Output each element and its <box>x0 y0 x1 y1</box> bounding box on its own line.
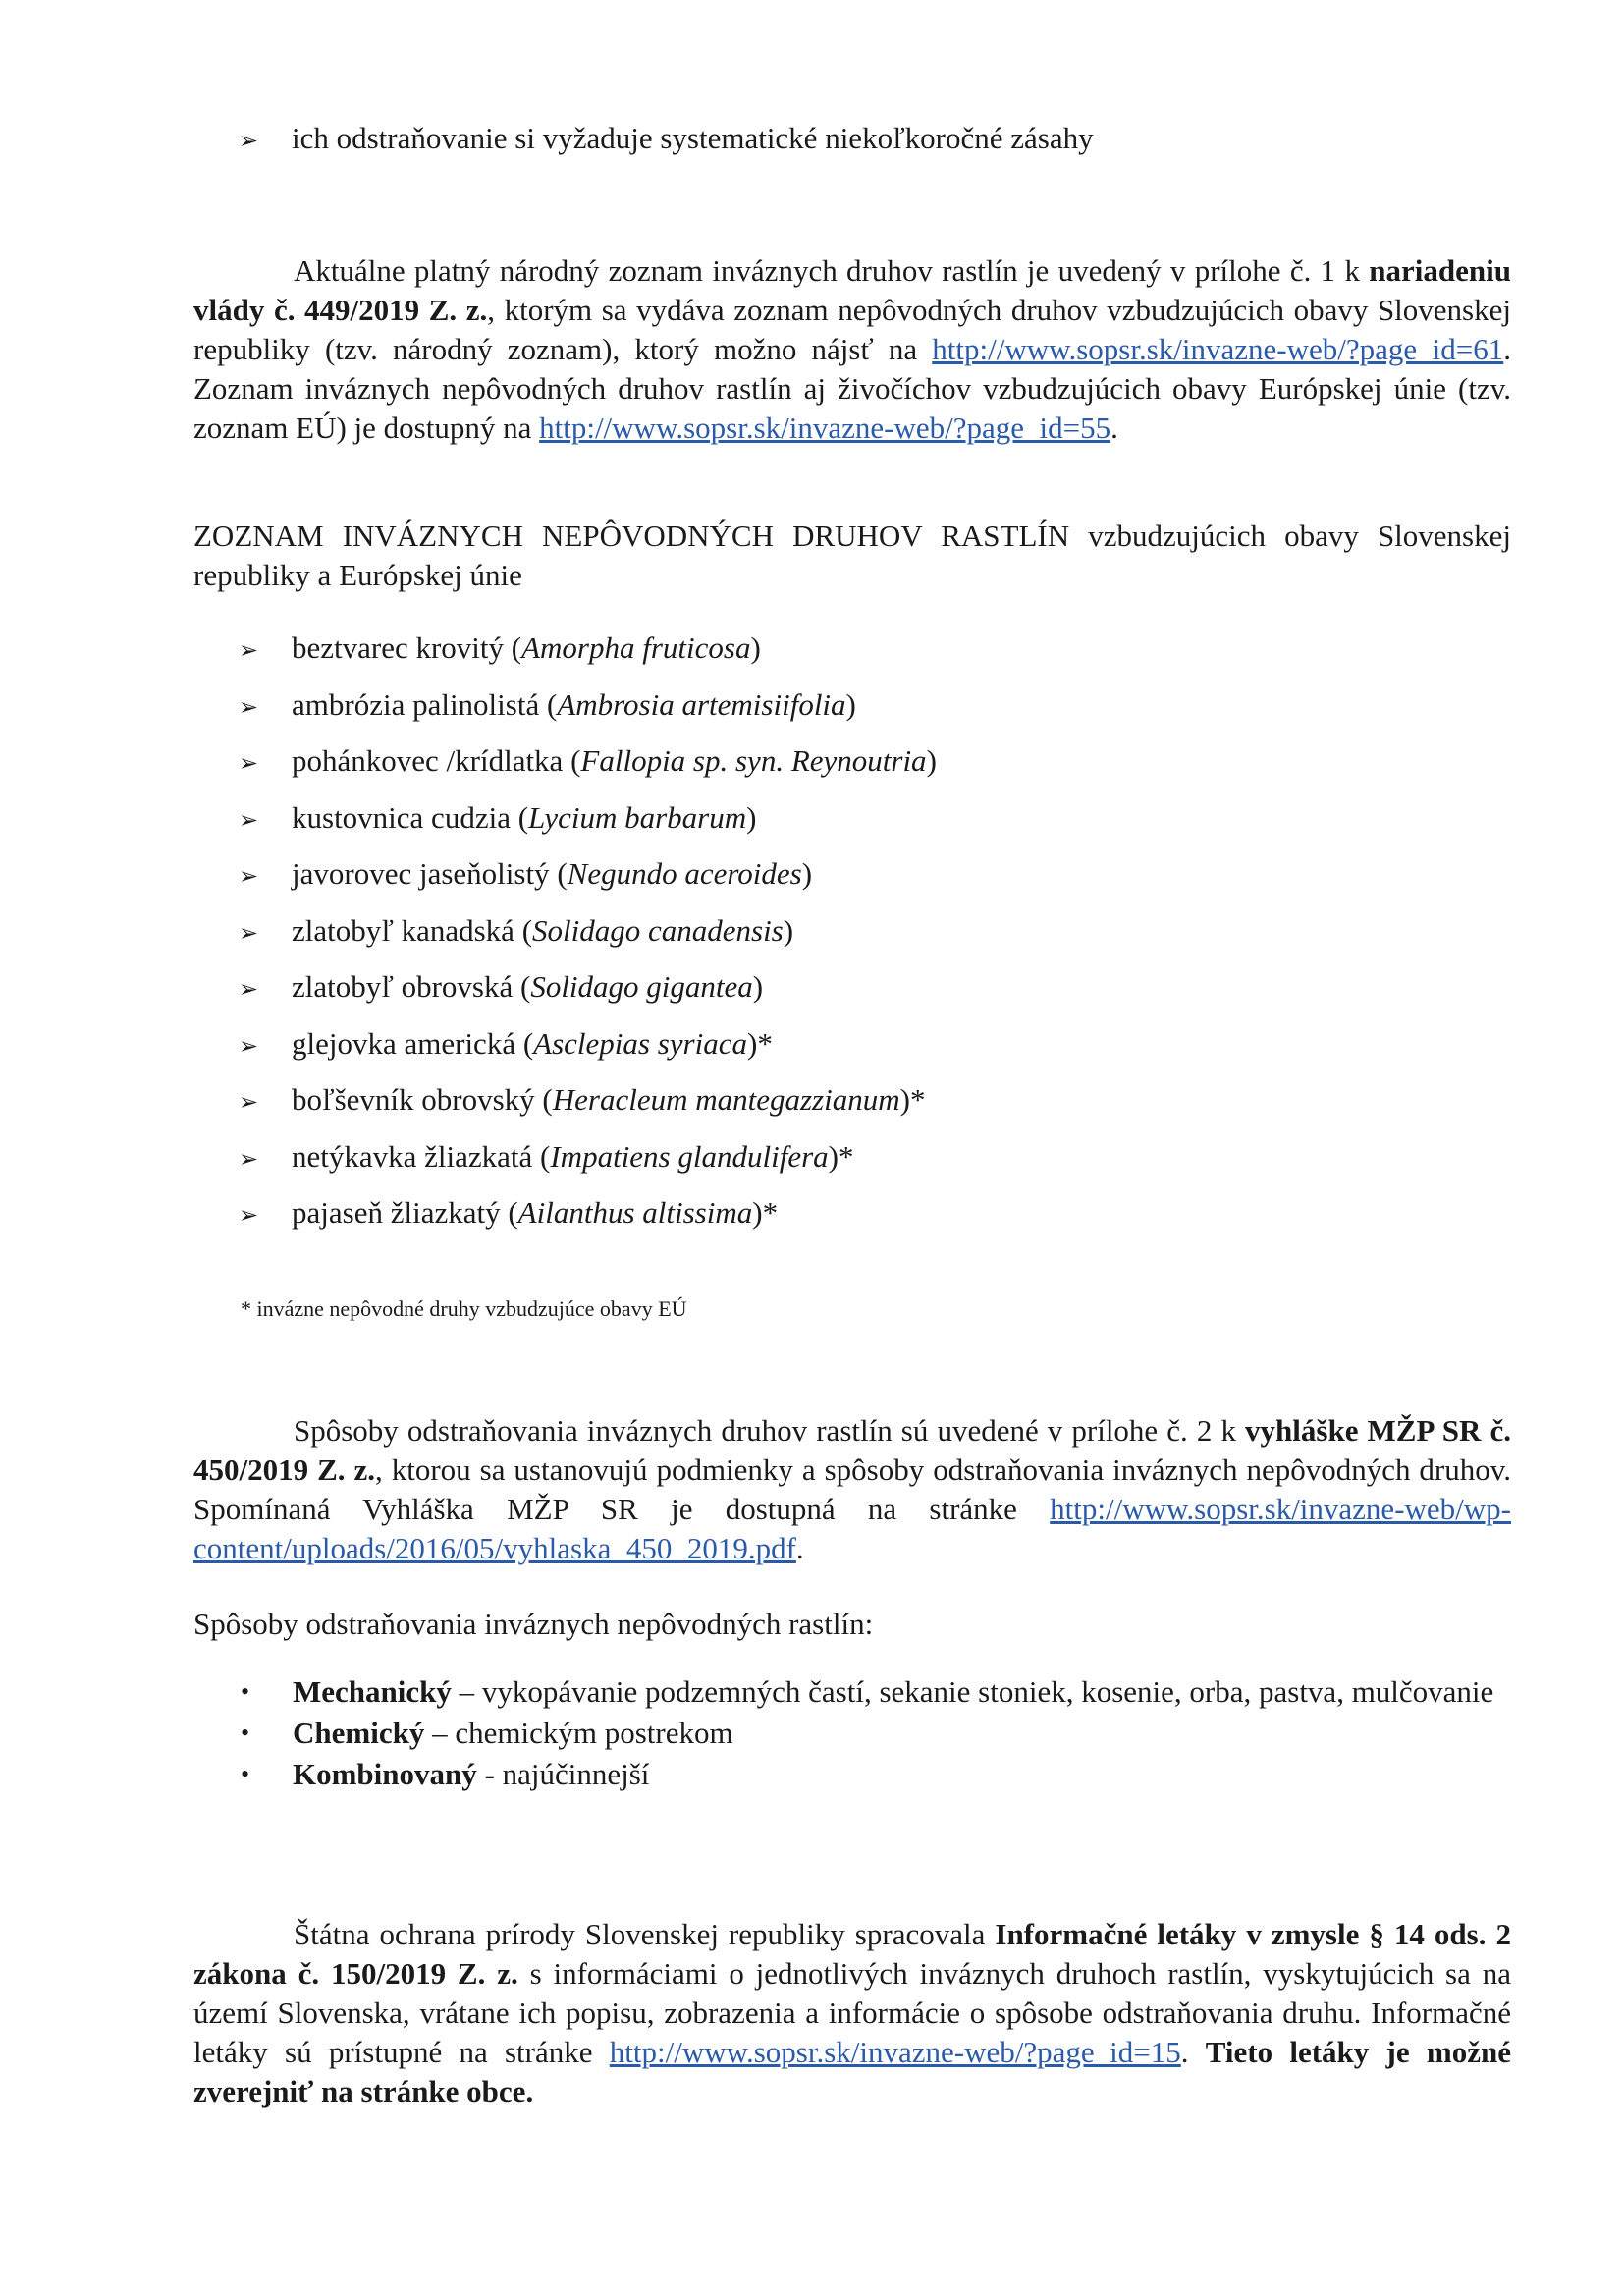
species-latin-name: Negundo aceroides <box>567 856 802 891</box>
arrow-icon: ➢ <box>239 1145 259 1173</box>
species-list-heading: ZOZNAM INVÁZNYCH NEPÔVODNÝCH DRUHOV RASTLÍN vzbudzujúcich obavy Slovenskej republiky a Európskej únie <box>193 519 1511 592</box>
bullet-icon: • <box>241 1719 250 1747</box>
arrow-icon: ➢ <box>239 636 259 664</box>
arrow-icon: ➢ <box>239 1032 259 1060</box>
species-latin-name: Impatiens glandulifera <box>550 1139 829 1174</box>
species-latin-name: Amorpha fruticosa <box>521 630 751 665</box>
leaflets-link[interactable]: http://www.sopsr.sk/invazne-web/?page_id=15 <box>609 2035 1181 2069</box>
arrow-icon: ➢ <box>239 1088 259 1116</box>
p1-text-2: , ktorým sa vydáva zoznam nepôvodných druhov vzbudzujúcich obavy Slovenskej republiky (tzv. národný zoznam), ktorý možno nájsť na <box>193 293 1511 366</box>
method-description: – chemickým postrekom <box>424 1716 733 1750</box>
species-item: ➢ pajaseň žliazkatý (Ailanthus altissima)* <box>239 1193 778 1232</box>
species-latin-name: Ailanthus altissima <box>517 1195 753 1230</box>
methods-list <box>241 1674 1511 1798</box>
leaflets-publish-note: Tieto letáky je možné zverejniť na stránke obce. <box>193 2035 1511 2108</box>
species-item: ➢ glejovka americká (Asclepias syriaca)* <box>239 1024 773 1064</box>
species-common-name: zlatobyľ obrovská <box>292 969 520 1004</box>
species-common-name: javorovec jaseňolistý <box>292 856 558 891</box>
eu-list-link[interactable]: http://www.sopsr.sk/invazne-web/?page_id=55 <box>539 410 1111 445</box>
arrow-icon: ➢ <box>239 806 259 834</box>
p1-text-1: Aktuálne platný národný zoznam inváznych druhov rastlín je uvedený v prílohe č. 1 k <box>294 253 1370 288</box>
species-item: ➢ netýkavka žliazkatá (Impatiens glandulifera)* <box>239 1137 853 1176</box>
method-name: Chemický <box>293 1716 425 1750</box>
p2-text-1: Spôsoby odstraňovania inváznych druhov rastlín sú uvedené v prílohe č. 2 k <box>294 1413 1246 1448</box>
arrow-icon: ➢ <box>239 1201 259 1229</box>
arrow-icon: ➢ <box>239 975 259 1003</box>
species-item: ➢ pohánkovec /krídlatka (Fallopia sp. syn. Reynoutria) <box>239 741 937 781</box>
leaflets-paragraph <box>193 1915 1511 2111</box>
species-common-name: beztvarec krovitý <box>292 630 512 665</box>
species-common-name: kustovnica cudzia <box>292 800 518 835</box>
species-latin-name: Ambrosia artemisiifolia <box>557 687 846 722</box>
eu-concern-mark: * <box>757 1026 773 1061</box>
species-item: ➢ ambrózia palinolistá (Ambrosia artemisiifolia) <box>239 685 856 725</box>
arrow-icon: ➢ <box>239 919 259 947</box>
method-item <box>241 1757 1511 1792</box>
species-common-name: zlatobyľ kanadská <box>292 913 522 948</box>
eu-concern-mark: * <box>838 1139 854 1174</box>
eu-concern-mark: * <box>762 1195 779 1230</box>
method-item <box>241 1674 1511 1710</box>
decree-pdf-link[interactable]: http://www.sopsr.sk/invazne-web/wp-content/uploads/2016/05/vyhlaska_450_2019.pdf <box>193 1492 1511 1565</box>
species-common-name: netýkavka žliazkatá <box>292 1139 541 1174</box>
national-list-link[interactable]: http://www.sopsr.sk/invazne-web/?page_id=61 <box>932 332 1504 366</box>
intro-bullet <box>239 119 1094 158</box>
method-name: Kombinovaný <box>293 1757 477 1791</box>
regulation-reference: nariadeniu vlády č. 449/2019 Z. z. <box>193 253 1511 327</box>
method-item <box>241 1716 1511 1751</box>
eu-concern-mark: * <box>909 1082 926 1117</box>
species-item: ➢ javorovec jaseňolistý (Negundo aceroides) <box>239 854 812 894</box>
species-latin-name: Solidago canadensis <box>532 913 784 948</box>
decree-reference: vyhláške MŽP SR č. 450/2019 Z. z. <box>193 1413 1511 1487</box>
removal-decree-paragraph <box>193 1411 1511 1568</box>
arrow-icon: ➢ <box>239 862 259 890</box>
p2-text-3: . <box>795 1531 804 1565</box>
method-description: – vykopávanie podzemných častí, sekanie stoniek, kosenie, orba, pastva, mulčovanie <box>451 1674 1494 1709</box>
species-item: ➢ zlatobyľ kanadská (Solidago canadensis) <box>239 911 793 951</box>
species-common-name: boľševník obrovský <box>292 1082 543 1117</box>
national-list-paragraph <box>193 251 1511 448</box>
method-name: Mechanický <box>293 1674 452 1709</box>
species-item: ➢ zlatobyľ obrovská (Solidago gigantea) <box>239 967 763 1007</box>
species-latin-name: Heracleum mantegazzianum <box>552 1082 900 1117</box>
species-item: ➢ kustovnica cudzia (Lycium barbarum) <box>239 798 756 838</box>
arrow-icon: ➢ <box>239 749 259 777</box>
species-common-name: pajaseň žliazkatý <box>292 1195 509 1230</box>
methods-heading: Spôsoby odstraňovania inváznych nepôvodných rastlín: <box>193 1607 874 1641</box>
intro-bullet-text: ich odstraňovanie si vyžaduje systematické niekoľkoročné zásahy <box>292 121 1094 155</box>
species-common-name: pohánkovec /krídlatka <box>292 743 571 778</box>
species-item: ➢ boľševník obrovský (Heracleum mantegazzianum)* <box>239 1080 925 1120</box>
species-latin-name: Solidago gigantea <box>530 969 753 1004</box>
bullet-icon: • <box>241 1677 250 1706</box>
bullet-icon: • <box>241 1760 250 1788</box>
species-latin-name: Asclepias syriaca <box>533 1026 747 1061</box>
footnote: * invázne nepôvodné druhy vzbudzujúce obavy EÚ <box>241 1296 687 1321</box>
species-latin-name: Fallopia sp. syn. Reynoutria <box>580 743 927 778</box>
p3-text-1: Štátna ochrana prírody Slovenskej republiky spracovala <box>294 1917 996 1951</box>
species-latin-name: Lycium barbarum <box>528 800 747 835</box>
arrow-icon: ➢ <box>239 127 259 154</box>
p1-text-3: . Zoznam inváznych nepôvodných druhov rastlín aj živočíchov vzbudzujúcich obavy Európskej únie (tzv. zoznam EÚ) je dostupný na <box>193 332 1511 445</box>
method-description: - najúčinnejší <box>476 1757 650 1791</box>
p3-text-3: . <box>1180 2035 1206 2069</box>
p2-text-2: , ktorou sa ustanovujú podmienky a spôsoby odstraňovania inváznych nepôvodných druhov. Spomínaná Vyhláška MŽP SR je dostupná na stránke <box>193 1452 1511 1526</box>
leaflets-reference: Informačné letáky v zmysle § 14 ods. 2 zákona č. 150/2019 Z. z. <box>193 1917 1511 1991</box>
arrow-icon: ➢ <box>239 693 259 721</box>
species-common-name: ambrózia palinolistá <box>292 687 547 722</box>
species-common-name: glejovka americká <box>292 1026 523 1061</box>
species-item: ➢ beztvarec krovitý (Amorpha fruticosa) <box>239 629 761 668</box>
p3-text-2: s informáciami o jednotlivých inváznych druhoch rastlín, vyskytujúcich sa na území Slovenska, vrátane ich popisu, zobrazenia a informácie o spôsobe odstraňovania druhu. Informačné letáky sú prístupné na stránke <box>193 1956 1511 2069</box>
p1-text-4: . <box>1110 410 1118 445</box>
